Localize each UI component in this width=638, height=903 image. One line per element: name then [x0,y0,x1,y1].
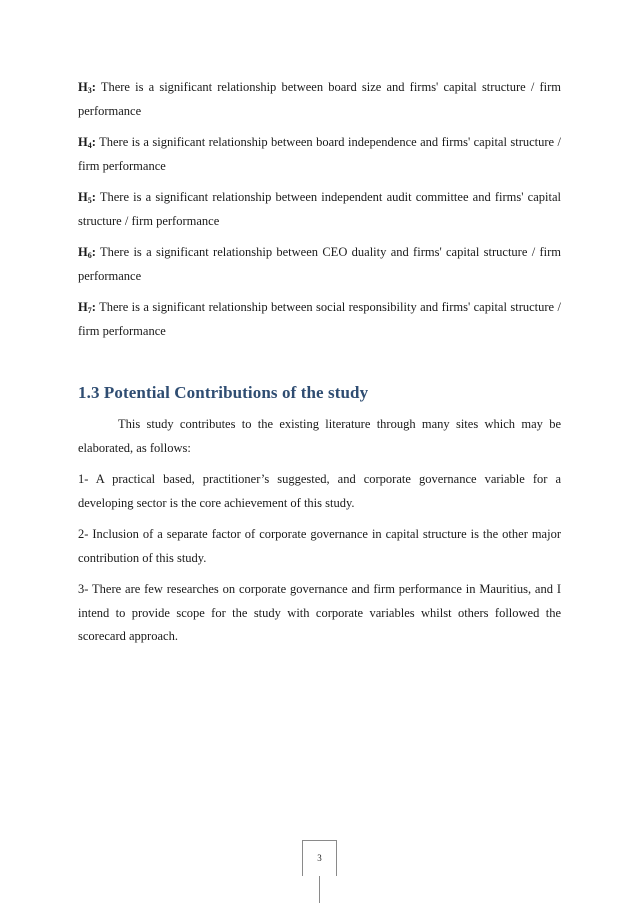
section-heading: 1.3 Potential Contributions of the study [78,383,369,402]
hypothesis-h5: $H_5$: There is a significant relationship between independent audit committee and firms' capital structure / firm performance [78,190,561,228]
contribution-item-3: 3- There are few researches on corporate governance and firm performance in Mauritius, and I intend to provide scope for the study with corporate variables whilst others followed the scorecard approach. [78,582,561,643]
contribution-item-1: 1- A practical based, practitioner’s suggested, and corporate governance variable for a developing sector is the core achievement of this study. [78,472,561,510]
hypothesis-text: There is a significant relationship between independent audit committee and firms' capital structure / firm performance [78,190,561,228]
hypothesis-text: There is a significant relationship between board size and firms' capital structure / firm performance [78,80,561,118]
hypothesis-text: There is a significant relationship between board independence and firms' capital structure / firm performance [78,135,561,173]
page-content [78,76,561,657]
hypothesis-h4: $H_4$: There is a significant relationship between board independence and firms' capital structure / firm performance [78,135,561,173]
hypothesis-h7: $H_7$: There is a significant relationship between social responsibility and firms' capital structure / firm performance [78,300,561,338]
hypothesis-text: There is a significant relationship between CEO duality and firms' capital structure / firm performance [78,245,561,283]
page-number: 3 [302,840,337,876]
hypothesis-h3: $H_3$: There is a significant relationship between board size and firms' capital structure / firm performance [78,80,561,118]
hypothesis-h6: $H_6$: There is a significant relationship between CEO duality and firms' capital structure / firm performance [78,245,561,283]
section-intro: This study contributes to the existing literature through many sites which may be elaborated, as follows: [78,417,561,455]
page-number-line [319,876,320,903]
contribution-item-2: 2- Inclusion of a separate factor of corporate governance in capital structure is the other major contribution of this study. [78,527,561,565]
hypothesis-text: There is a significant relationship between social responsibility and firms' capital structure / firm performance [78,300,561,338]
